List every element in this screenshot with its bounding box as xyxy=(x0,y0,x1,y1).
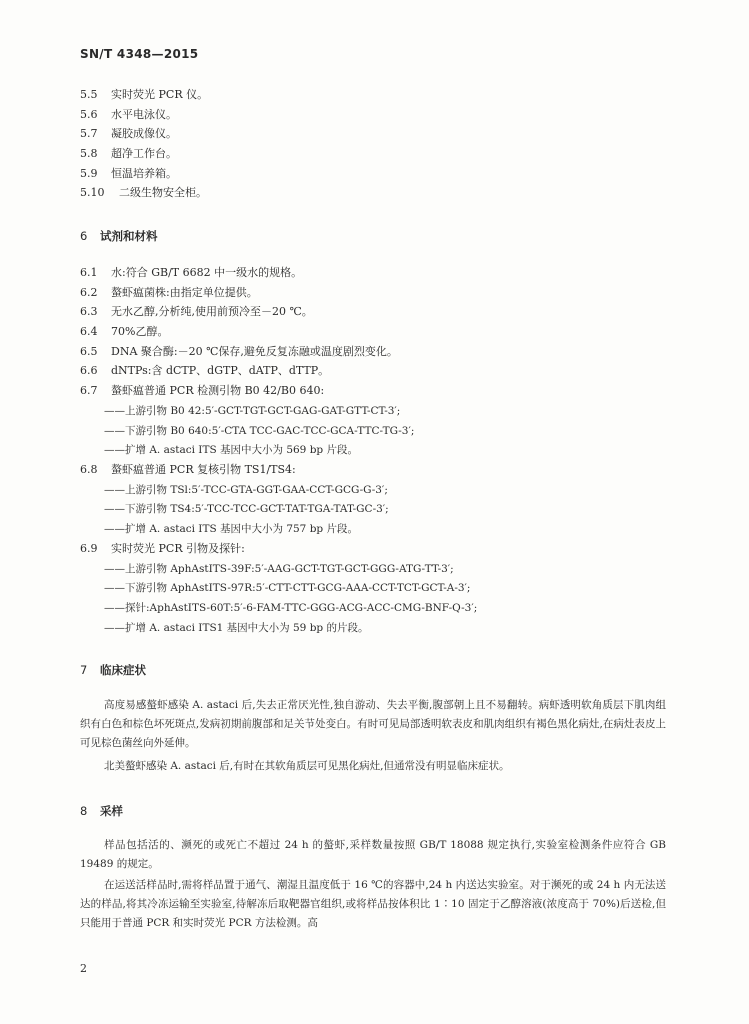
item-number: 6.5 xyxy=(80,345,98,358)
item-text: 恒温培养箱。 xyxy=(111,167,177,180)
section-heading xyxy=(80,228,158,244)
reagent-item xyxy=(80,384,324,398)
standard-number-header: SN/T 4348—2015 xyxy=(80,47,199,61)
item-text: dNTPs:含 dCTP、dGTP、dATP、dTTP。 xyxy=(111,364,330,377)
reagent-item xyxy=(80,463,296,477)
equipment-item xyxy=(80,127,177,141)
item-number: 6.9 xyxy=(80,542,98,555)
equipment-item xyxy=(80,88,208,102)
item-number: 6.2 xyxy=(80,286,98,299)
section-number: 7 xyxy=(80,663,88,677)
item-text: 超净工作台。 xyxy=(111,147,177,160)
item-text: 水平电泳仪。 xyxy=(111,108,177,121)
item-number: 6.1 xyxy=(80,266,98,279)
equipment-item xyxy=(80,147,177,161)
sampling-paragraph: 样品包括活的、濒死的或死亡不超过 24 h 的螯虾,采样数量按照 GB/T 18088 规定执行,实验室检测条件应符合 GB 19489 的规定。 xyxy=(80,839,666,870)
item-number: 5.10 xyxy=(80,186,105,199)
section-number: 6 xyxy=(80,229,88,243)
reagent-item xyxy=(80,286,258,300)
item-number: 5.8 xyxy=(80,147,98,160)
item-number: 6.4 xyxy=(80,325,98,338)
section-number: 8 xyxy=(80,804,88,818)
section-heading xyxy=(80,803,123,819)
item-number: 6.6 xyxy=(80,364,98,377)
reagent-item xyxy=(80,266,302,280)
reagent-item xyxy=(80,364,329,378)
equipment-item xyxy=(80,186,207,200)
section-title: 采样 xyxy=(100,804,123,818)
reagent-item xyxy=(80,542,245,556)
item-number: 5.7 xyxy=(80,127,98,140)
reagent-item xyxy=(80,345,398,359)
section-title: 临床症状 xyxy=(100,663,146,677)
equipment-item xyxy=(80,108,177,122)
item-text: 实时荧光 PCR 仪。 xyxy=(111,88,209,101)
primer-line: ——扩增 A. astaci ITS1 基因中大小为 59 bp 的片段。 xyxy=(104,622,369,634)
item-text: DNA 聚合酶:－20 ℃保存,避免反复冻融或温度剧烈变化。 xyxy=(111,345,398,358)
item-text: 水:符合 GB/T 6682 中一级水的规格。 xyxy=(111,266,303,279)
item-number: 5.5 xyxy=(80,88,98,101)
primer-line: ——下游引物 B0 640:5′-CTA TCC-GAC-TCC-GCA-TTC-TG-3′; xyxy=(104,425,415,437)
primer-line: ——扩增 A. astaci ITS 基因中大小为 757 bp 片段。 xyxy=(104,523,358,535)
item-text: 螯虾瘟普通 PCR 复核引物 TS1/TS4: xyxy=(111,463,296,476)
clinical-paragraph: 高度易感螯虾感染 A. astaci 后,失去正常厌光性,独自游动、失去平衡,腹部朝上且不易翻转。病虾透明软角质层下肌肉组织有白色和棕色坏死斑点,发病初期前腹部和足关节处变白。有时可见局部透明软表皮和肌肉组织有褐色黑化病灶,在病灶表皮上可见棕色菌丝向外延伸。 xyxy=(80,699,666,749)
primer-line: ——上游引物 TSl:5′-TCC-GTA-GGT-GAA-CCT-GCG-G-3′; xyxy=(104,484,388,496)
item-text: 无水乙醇,分析纯,使用前预冷至－20 ℃。 xyxy=(111,305,313,318)
item-number: 5.9 xyxy=(80,167,98,180)
section-heading xyxy=(80,662,146,678)
item-text: 70%乙醇。 xyxy=(111,325,169,338)
reagent-item xyxy=(80,305,313,319)
equipment-item xyxy=(80,167,177,181)
item-text: 凝胶成像仪。 xyxy=(111,127,177,140)
primer-line: ——扩增 A. astaci ITS 基因中大小为 569 bp 片段。 xyxy=(104,444,358,456)
primer-line: ——下游引物 AphAstITS-97R:5′-CTT-CTT-GCG-AAA-CCT-TCT-GCT-A-3′; xyxy=(104,582,471,594)
primer-line: ——探针:AphAstITS-60T:5′-6-FAM-TTC-GGG-ACG-ACC-CMG-BNF-Q-3′; xyxy=(104,602,478,614)
page-number: 2 xyxy=(80,962,87,975)
section-title: 试剂和材料 xyxy=(100,229,158,243)
item-number: 6.3 xyxy=(80,305,98,318)
sampling-paragraph: 在运送活样品时,需将样品置于通气、潮湿且温度低于 16 ℃的容器中,24 h 内送达实验室。对于濒死的或 24 h 内无法送达的样品,将其冷冻运输至实验室,待解冻后取靶器官组织,或将样品按体积比 1∶10 固定于乙醇溶液(浓度高于 70%)后送检,但只能用于普通 PCR 和实时荧光 PCR 方法检测。高 xyxy=(80,879,666,929)
item-text: 实时荧光 PCR 引物及探针: xyxy=(111,542,245,555)
reagent-item xyxy=(80,325,168,339)
item-number: 5.6 xyxy=(80,108,98,121)
primer-line: ——下游引物 TS4:5′-TCC-TCC-GCT-TAT-TGA-TAT-GC-3′; xyxy=(104,503,389,515)
clinical-paragraph: 北美螯虾感染 A. astaci 后,有时在其软角质层可见黑化病灶,但通常没有明显临床症状。 xyxy=(104,760,510,772)
item-text: 二级生物安全柜。 xyxy=(119,186,207,199)
primer-line: ——上游引物 B0 42:5′-GCT-TGT-GCT-GAG-GAT-GTT-CT-3′; xyxy=(104,405,401,417)
item-text: 螯虾瘟菌株:由指定单位提供。 xyxy=(111,286,258,299)
item-number: 6.7 xyxy=(80,384,98,397)
item-text: 螯虾瘟普通 PCR 检测引物 B0 42/B0 640: xyxy=(111,384,325,397)
item-number: 6.8 xyxy=(80,463,98,476)
primer-line: ——上游引物 AphAstITS-39F:5′-AAG-GCT-TGT-GCT-GGG-ATG-TT-3′; xyxy=(104,563,454,575)
